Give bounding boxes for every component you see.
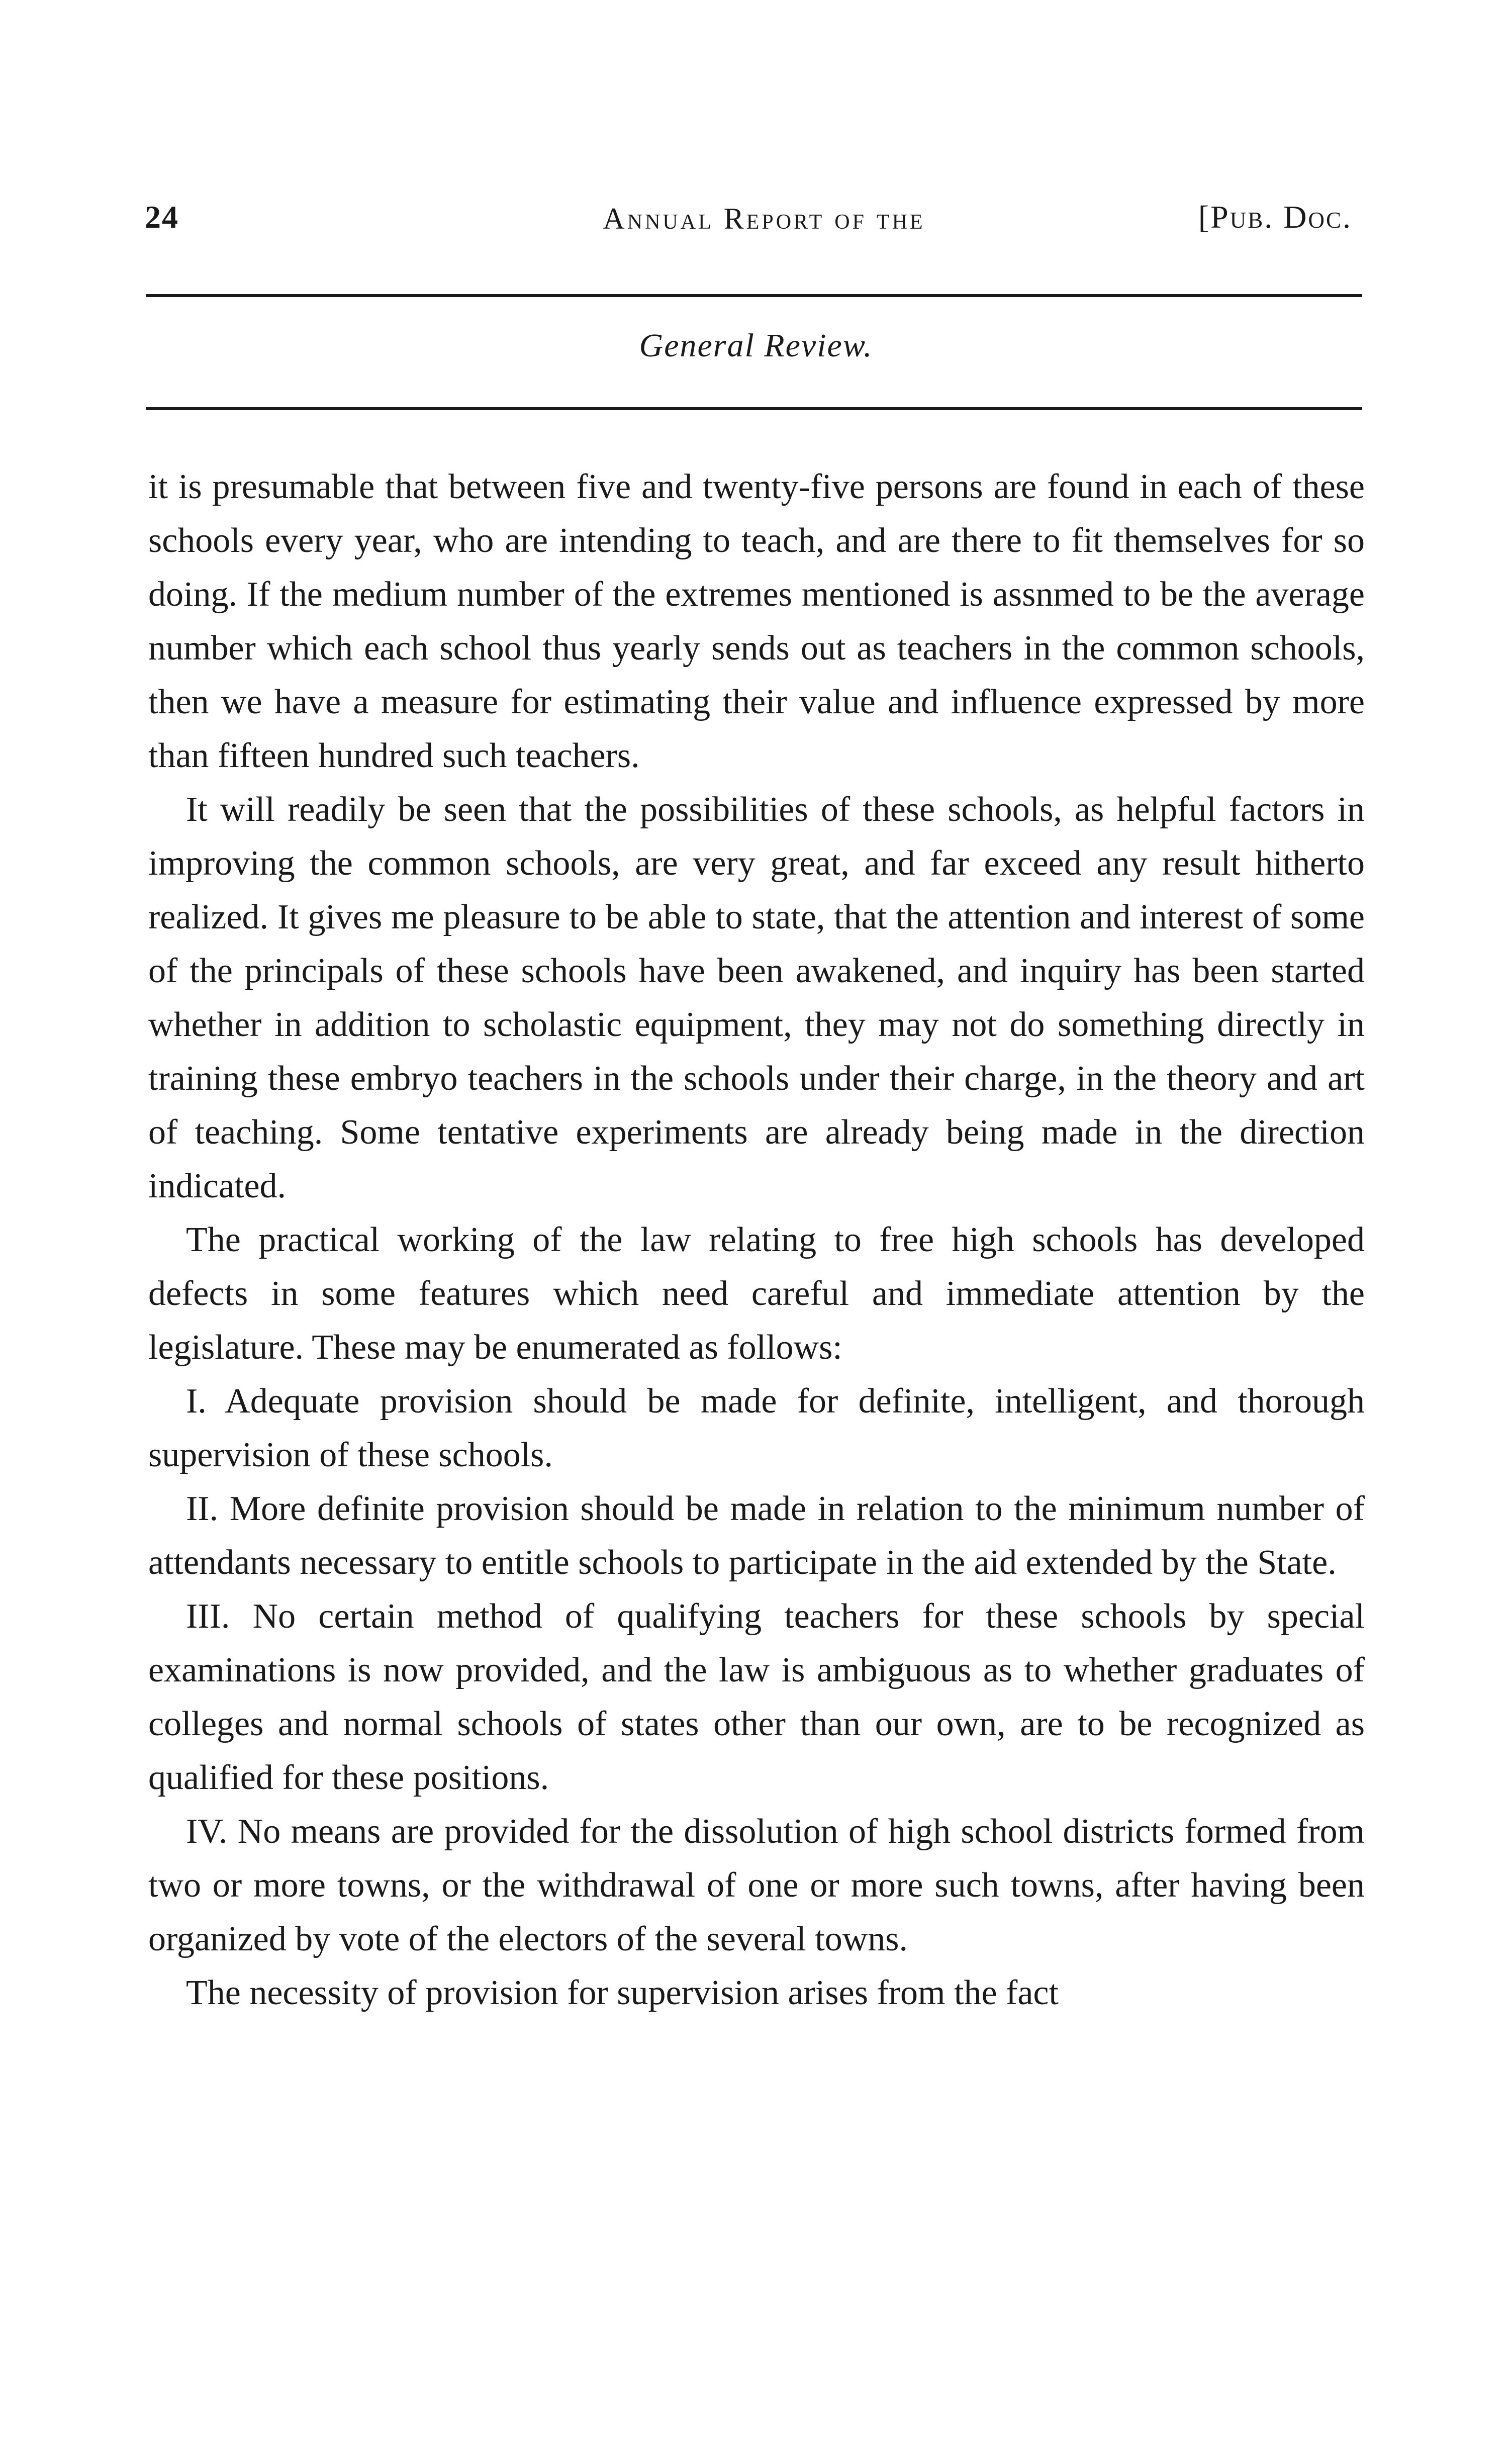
list-item-ii: II. More definite provision should be made in relation to the minimum number of attendants necessary to entitle schools to participate in the aid extended by the State. [148, 1489, 1365, 1582]
page-header [141, 199, 1367, 244]
paragraph-necessity: The necessity of provision for supervision arises from the fact [186, 1974, 1059, 2012]
document-reference: [Pub. Doc. [1198, 199, 1352, 235]
list-item-i: I. Adequate provision should be made for definite, intelligent, and thorough supervision of these schools. [148, 1382, 1365, 1474]
paragraph-possibilities: It will readily be seen that the possibilities of these schools, as helpful factors in improving the common schools, are very great, and far exceed any result hitherto realized. It gives me pleasure to be able to state, that the attention and interest of some of the principals of these schools have been awakened, and inquiry has been started whether in addition to scholastic equipment, they may not do something directly in training these embryo teachers in the schools under their charge, in the theory and art of teaching. Some tentative experiments are already being made in the direction indicated. [148, 790, 1365, 1205]
header-rule-bottom [146, 407, 1362, 410]
header-rule-top [146, 294, 1362, 297]
list-item-iv: IV. No means are provided for the dissolution of high school districts formed from two or more towns, or the withdrawal of one or more such towns, after having been organized by vote of the electors of the several towns. [148, 1812, 1365, 1958]
paragraph-continuation: it is presumable that between five and twenty-five persons are found in each of these schools every year, who are intending to teach, and are there to fit themselves for so doing. If the medium number of the extremes mentioned is assnmed to be the average number which each school thus yearly sends out as teachers in the common schools, then we have a measure for estimating their value and influence expressed by more than fifteen hundred such teachers. [148, 467, 1365, 775]
section-title: General Review. [639, 327, 873, 364]
page-number: 24 [145, 199, 179, 235]
paragraph-practical-working: The practical working of the law relating to free high schools has developed defects in some features which need careful and immediate attention by the legislature. These may be enumerated as follows: [148, 1220, 1365, 1367]
list-item-iii: III. No certain method of qualifying teachers for these schools by special examinations is now provided, and the law is ambiguous as to whether graduates of colleges and normal schools of states other than our own, are to be recognized as qualified for these positions. [148, 1597, 1365, 1797]
body-text [148, 460, 1365, 2020]
running-title: Annual Report of the [603, 202, 925, 235]
